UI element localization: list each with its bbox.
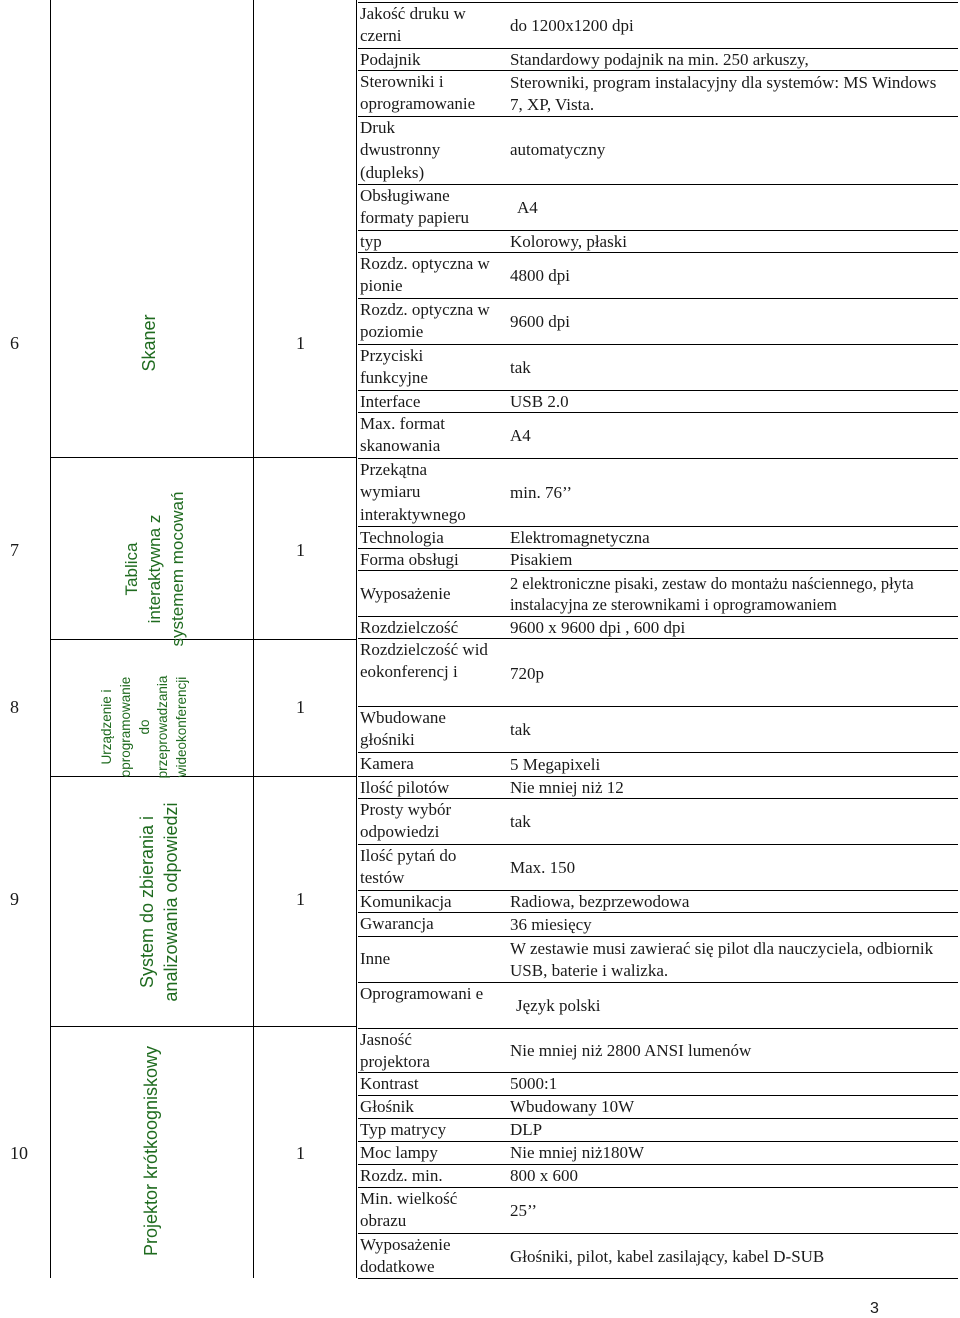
group-separator <box>50 776 357 777</box>
spec-value: automatyczny <box>510 140 606 159</box>
item-name: Urządzenie i oprogramowanie do przeprowadzania wideokonferencji <box>99 675 190 779</box>
spec-value: Kolorowy, płaski <box>510 232 627 251</box>
item-number: 10 <box>10 1143 28 1163</box>
spec-row <box>358 570 958 616</box>
spec-label: Forma obsługi <box>360 550 459 569</box>
spec-label: Typ matrycy <box>360 1120 447 1139</box>
spec-row <box>358 1164 958 1187</box>
item-quantity: 1 <box>296 889 305 909</box>
spec-value: Standardowy podajnik na min. 250 arkuszy, <box>510 50 809 69</box>
spec-row <box>358 936 958 982</box>
spec-value: Max. 150 <box>510 858 576 877</box>
spec-label: Obsługiwane formaty papieru <box>360 186 470 228</box>
group-separator <box>50 1026 357 1027</box>
page-number: 3 <box>870 1300 879 1317</box>
spec-value: Pisakiem <box>510 550 573 569</box>
spec-label: Interface <box>360 392 421 411</box>
spec-label: typ <box>360 232 382 251</box>
spec-row <box>358 1141 958 1164</box>
spec-label: Podajnik <box>360 50 421 69</box>
spec-value: Sterowniki, program instalacyjny dla systemów: MS Windows 7, XP, Vista. <box>510 73 937 114</box>
spec-label: Rozdzielczość wideokonferencj i <box>360 640 488 682</box>
spec-row <box>358 1118 958 1141</box>
spec-value: Nie mniej niż180W <box>510 1143 645 1162</box>
spec-label: Komunikacja <box>360 892 452 911</box>
spec-row <box>358 412 958 458</box>
spec-value: do 1200x1200 dpi <box>510 16 634 35</box>
spec-row <box>358 638 958 706</box>
spec-row <box>358 458 958 526</box>
spec-value: tak <box>510 812 531 831</box>
spec-label: Max. format skanowania <box>360 414 445 456</box>
spec-label: Rozdz. min. <box>360 1166 443 1185</box>
spec-value: 800 x 600 <box>510 1166 578 1185</box>
spec-row <box>358 844 958 890</box>
spec-row <box>358 2 958 48</box>
spec-row <box>358 1072 958 1095</box>
spec-value: Wbudowany 10W <box>510 1097 635 1116</box>
spec-row <box>358 548 958 570</box>
spec-row <box>358 48 958 70</box>
spec-label: Technologia <box>360 528 444 547</box>
item-name: Tablica interaktywna z systemem mocowań <box>122 491 187 647</box>
spec-row <box>358 390 958 412</box>
item-quantity: 1 <box>296 333 305 353</box>
spec-label: Rozdzielczość <box>360 618 459 637</box>
spec-row <box>358 616 958 638</box>
spec-value: DLP <box>510 1120 543 1139</box>
spec-value: Nie mniej niż 12 <box>510 778 624 797</box>
spec-label: Inne <box>360 949 391 968</box>
item-number: 8 <box>10 697 19 717</box>
spec-label: Przekątna wymiaru interaktywnego <box>360 460 466 524</box>
spec-row <box>358 230 958 252</box>
spec-row <box>358 890 958 912</box>
spec-value: tak <box>510 358 531 377</box>
spec-value: 25’’ <box>510 1201 538 1220</box>
spec-label: Przyciski funkcyjne <box>360 346 428 388</box>
spec-value: Język polski <box>516 996 601 1015</box>
spec-label: Ilość pytań do testów <box>360 846 457 888</box>
spec-row <box>358 116 958 184</box>
spec-value: Nie mniej niż 2800 ANSI lumenów <box>510 1041 752 1060</box>
item-name: Projektor krótkoogniskowy <box>141 1045 161 1257</box>
spec-value: Radiowa, bezprzewodowa <box>510 892 690 911</box>
spec-value: Elektromagnetyczna <box>510 528 650 547</box>
item-quantity: 1 <box>296 540 305 560</box>
item-name: Skaner <box>139 314 159 372</box>
item-name: System do zbierania i analizowania odpowiedzi <box>137 802 181 1002</box>
spec-label: Rozdz. optyczna w poziomie <box>360 300 490 342</box>
spec-row <box>358 526 958 548</box>
spec-value: 4800 dpi <box>510 266 570 285</box>
spec-value: 5000:1 <box>510 1074 558 1093</box>
spec-value: W zestawie musi zawierać się pilot dla nauczyciela, odbiornik USB, baterie i walizka. <box>510 939 934 980</box>
spec-row <box>358 70 958 116</box>
spec-value: 9600 x 9600 dpi , 600 dpi <box>510 618 686 637</box>
spec-label: Sterowniki i oprogramowanie <box>360 72 476 114</box>
spec-value: USB 2.0 <box>510 392 569 411</box>
spec-label: Prosty wybór odpowiedzi <box>360 800 452 842</box>
spec-label: Min. wielkość obrazu <box>360 1189 458 1231</box>
spec-value: 36 miesięcy <box>510 915 592 934</box>
spec-row <box>358 776 958 798</box>
spec-label: Wyposażenie <box>360 584 451 603</box>
spec-row <box>358 184 958 230</box>
spec-value: Głośniki, pilot, kabel zasilający, kabel D-SUB <box>510 1247 825 1266</box>
spec-value: 5 Megapixeli <box>510 755 601 774</box>
spec-row <box>358 252 958 298</box>
item-number: 9 <box>10 889 19 909</box>
item-quantity: 1 <box>296 697 305 717</box>
spec-label: Ilość pilotów <box>360 778 450 797</box>
spec-label: Kamera <box>360 754 414 773</box>
item-number: 7 <box>10 540 19 560</box>
item-quantity: 1 <box>296 1143 305 1163</box>
spec-label: Oprogramowani e <box>360 984 484 1003</box>
spec-row <box>358 1187 958 1233</box>
spec-row <box>358 982 958 1028</box>
spec-value: A4 <box>517 198 538 217</box>
spec-row <box>358 706 958 752</box>
spec-label: Druk dwustronny (dupleks) <box>360 118 441 182</box>
spec-label: Gwarancja <box>360 914 434 933</box>
spec-value: 9600 dpi <box>510 312 570 331</box>
spec-row <box>358 298 958 344</box>
spec-row <box>358 1095 958 1118</box>
group-separator <box>50 639 357 640</box>
item-number: 6 <box>10 333 19 353</box>
spec-label: Kontrast <box>360 1074 419 1093</box>
spec-value: min. 76’’ <box>510 483 573 502</box>
spec-value: 720p <box>510 664 544 683</box>
spec-label: Rozdz. optyczna w pionie <box>360 254 490 296</box>
spec-value: A4 <box>510 426 531 445</box>
spec-value: tak <box>510 720 531 739</box>
spec-label: Jasność projektora <box>360 1030 430 1072</box>
spec-label: Wbudowane głośniki <box>360 708 446 750</box>
spec-label: Głośnik <box>360 1097 414 1116</box>
spec-row <box>358 798 958 844</box>
spec-row <box>358 752 958 776</box>
spec-row <box>358 1233 958 1279</box>
spec-value: 2 elektroniczne pisaki, zestaw do montażu naściennego, płyta instalacyjna ze sterownikami i oprogramowaniem <box>510 574 914 614</box>
spec-label: Jakość druku w czerni <box>360 4 466 46</box>
spec-label: Wyposażenie dodatkowe <box>360 1235 451 1277</box>
spec-row <box>358 344 958 390</box>
group-separator <box>50 457 357 458</box>
spec-row <box>358 912 958 936</box>
spec-label: Moc lampy <box>360 1143 438 1162</box>
spec-row <box>358 1028 958 1072</box>
